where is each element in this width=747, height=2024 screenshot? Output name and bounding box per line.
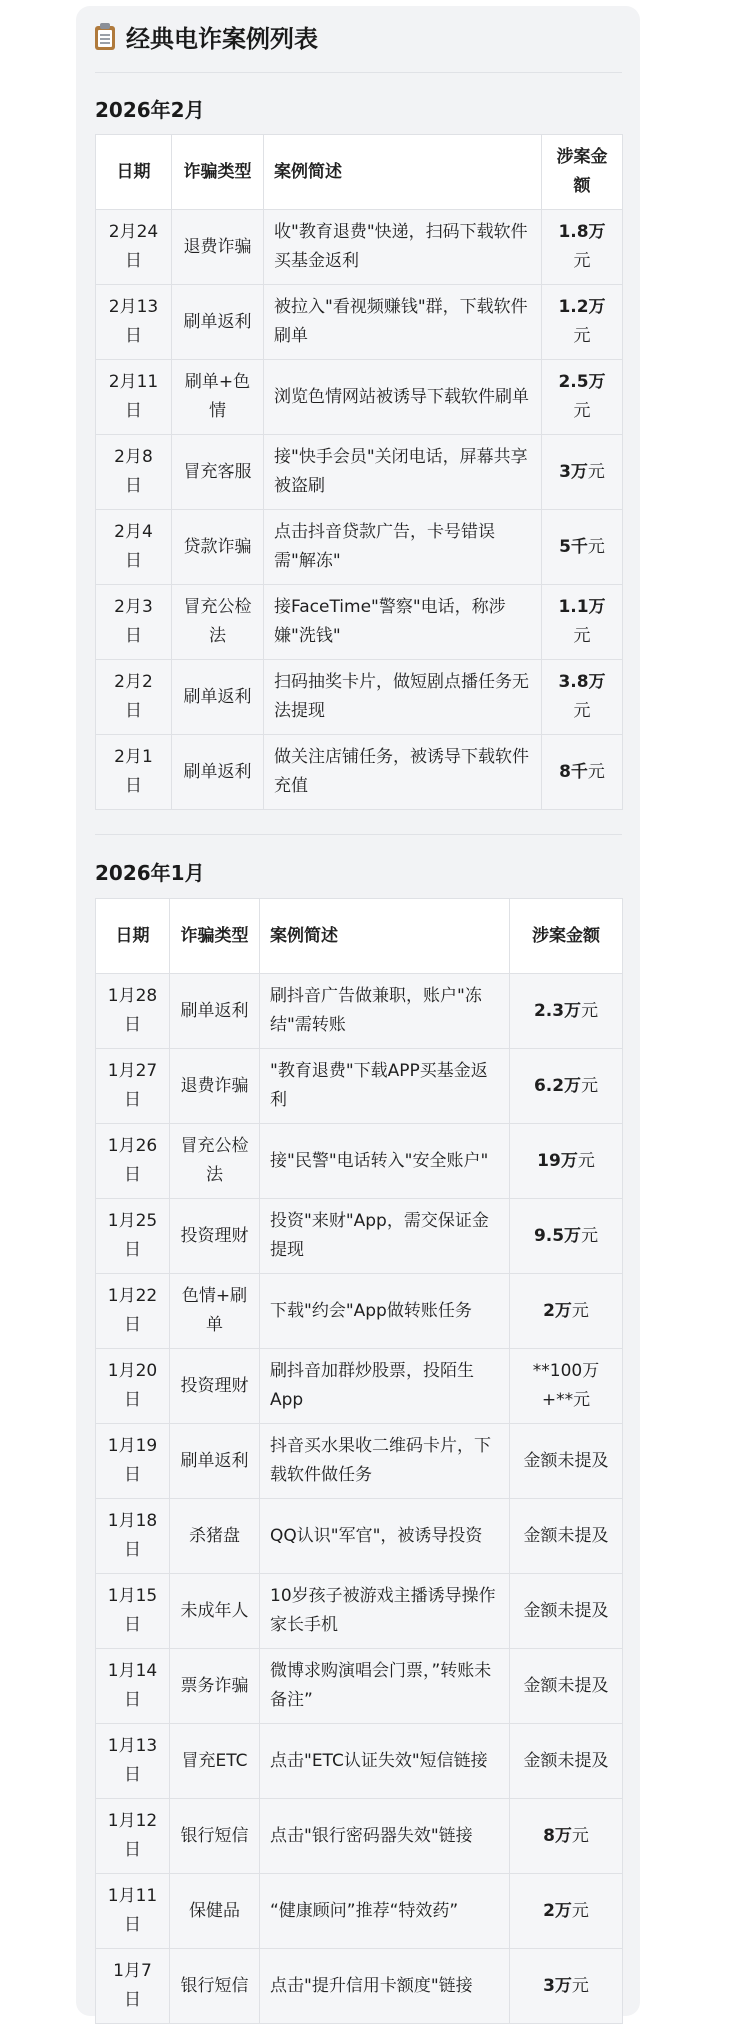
amount-unit: 金额未提及 — [523, 1525, 609, 1546]
cell-desc: 下载"约会"App做转账任务 — [260, 1274, 510, 1349]
cell-date: 2月3日 — [96, 585, 172, 660]
cell-date: 2月8日 — [96, 435, 172, 510]
amount-value: 1.2万 — [558, 297, 606, 317]
cell-amount — [542, 735, 623, 810]
table-header-row — [96, 135, 623, 210]
cell-type: 杀猪盘 — [170, 1499, 260, 1574]
cell-desc: 扫码抽奖卡片，做短剧点播任务无法提现 — [264, 660, 542, 735]
cell-desc: 接"民警"电话转入"安全账户" — [260, 1124, 510, 1199]
table-row — [96, 735, 623, 810]
cell-desc: 做关注店铺任务，被诱导下载软件充值 — [264, 735, 542, 810]
amount-unit: 元 — [571, 1900, 589, 1921]
amount-value: 2万 — [543, 1300, 572, 1321]
header-type: 诈骗类型 — [172, 135, 264, 210]
cell-date: 1月27日 — [96, 1049, 170, 1124]
cell-desc: 微博求购演唱会门票，”转账未备注” — [260, 1649, 510, 1724]
amount-unit: 元 — [577, 1150, 595, 1171]
amount-value: 1.1万 — [558, 597, 606, 617]
amount-unit: 金额未提及 — [523, 1675, 609, 1696]
cell-type: 未成年人 — [170, 1574, 260, 1649]
cell-type: 冒充公检法 — [170, 1124, 260, 1199]
amount-value: 6.2万 — [533, 1075, 582, 1096]
cell-type: 退费诈骗 — [170, 1049, 260, 1124]
cell-amount — [542, 285, 623, 360]
cell-type: 投资理财 — [170, 1199, 260, 1274]
cell-date: 2月11日 — [96, 360, 172, 435]
amount-value: 3万 — [559, 461, 588, 482]
cell-desc: “健康顾问”推荐“特效药” — [260, 1874, 510, 1949]
cell-desc: 点击"ETC认证失效"短信链接 — [260, 1724, 510, 1799]
table-row — [96, 660, 623, 735]
amount-value: 8万 — [543, 1825, 572, 1846]
cell-desc: 接"快手会员"关闭电话，屏幕共享被盗刷 — [264, 435, 542, 510]
cell-amount — [542, 360, 623, 435]
table-row — [96, 435, 623, 510]
cell-amount — [542, 510, 623, 585]
cell-type: 贷款诈骗 — [172, 510, 264, 585]
amount-value: 5千 — [559, 536, 588, 557]
cell-type: 刷单返利 — [172, 285, 264, 360]
amount-value: 3.8万 — [558, 672, 606, 692]
table-row — [96, 210, 623, 285]
table-row — [96, 585, 623, 660]
cell-date: 2月1日 — [96, 735, 172, 810]
cell-date: 1月26日 — [96, 1124, 170, 1199]
cell-amount — [542, 585, 623, 660]
amount-unit: 金额未提及 — [523, 1450, 609, 1471]
cell-date: 1月15日 — [96, 1574, 170, 1649]
cell-desc: 刷抖音加群炒股票，投陌生App — [260, 1349, 510, 1424]
cell-amount — [542, 660, 623, 735]
cell-type: 银行短信 — [170, 1949, 260, 2024]
amount-unit: 元 — [581, 1000, 599, 1021]
cell-date: 2月4日 — [96, 510, 172, 585]
cases-table-feb — [95, 134, 623, 810]
amount-unit: 元 — [581, 1075, 599, 1096]
amount-unit: **100万+**元 — [532, 1361, 600, 1410]
cell-date: 1月20日 — [96, 1349, 170, 1424]
cell-amount — [510, 1874, 623, 1949]
cell-amount — [510, 974, 623, 1049]
cell-type: 刷单返利 — [172, 660, 264, 735]
amount-unit: 元 — [573, 401, 591, 421]
cell-date: 1月18日 — [96, 1499, 170, 1574]
amount-unit: 元 — [573, 701, 591, 721]
amount-value: 19万 — [537, 1150, 578, 1171]
amount-unit: 元 — [573, 251, 591, 271]
cell-type: 退费诈骗 — [172, 210, 264, 285]
cell-date: 1月11日 — [96, 1874, 170, 1949]
table-row — [96, 1724, 623, 1799]
cell-date: 1月12日 — [96, 1799, 170, 1874]
amount-unit: 元 — [573, 626, 591, 646]
amount-value: 2.5万 — [558, 372, 606, 392]
table-row — [96, 974, 623, 1049]
amount-value: 1.8万 — [558, 222, 606, 242]
table-row — [96, 1424, 623, 1499]
table-row — [96, 510, 623, 585]
cell-desc: 抖音买水果收二维码卡片，下载软件做任务 — [260, 1424, 510, 1499]
table-row — [96, 1124, 623, 1199]
table-row — [96, 285, 623, 360]
cell-desc: 投资"来财"App，需交保证金提现 — [260, 1199, 510, 1274]
header-date: 日期 — [96, 899, 170, 974]
table-row — [96, 1799, 623, 1874]
cell-desc: 点击"银行密码器失效"链接 — [260, 1799, 510, 1874]
amount-unit: 元 — [571, 1300, 589, 1321]
amount-value: 3万 — [543, 1975, 572, 1996]
cell-desc: "教育退费"下载APP买基金返利 — [260, 1049, 510, 1124]
table-header-row — [96, 899, 623, 974]
cell-type: 冒充客服 — [172, 435, 264, 510]
title-divider — [95, 72, 622, 73]
cell-desc: QQ认识"军官"，被诱导投资 — [260, 1499, 510, 1574]
cell-type: 银行短信 — [170, 1799, 260, 1874]
table-row — [96, 1874, 623, 1949]
cell-desc: 10岁孩子被游戏主播诱导操作家长手机 — [260, 1574, 510, 1649]
cell-date: 1月25日 — [96, 1199, 170, 1274]
table-row — [96, 1499, 623, 1574]
cell-type: 刷单返利 — [170, 974, 260, 1049]
table-row — [96, 1649, 623, 1724]
cell-desc: 点击"提升信用卡额度"链接 — [260, 1949, 510, 2024]
cell-type: 色情+刷单 — [170, 1274, 260, 1349]
clipboard-icon — [94, 22, 116, 50]
cell-amount — [510, 1199, 623, 1274]
page-title-text: 经典电诈案例列表 — [126, 24, 318, 53]
section-divider — [95, 834, 622, 835]
amount-unit: 金额未提及 — [523, 1750, 609, 1771]
cell-amount — [510, 1724, 623, 1799]
amount-value: 2万 — [543, 1900, 572, 1921]
header-desc: 案例简述 — [264, 135, 542, 210]
table-row — [96, 1049, 623, 1124]
amount-unit: 元 — [571, 1825, 589, 1846]
cell-amount — [510, 1049, 623, 1124]
amount-unit: 元 — [571, 1975, 589, 1996]
amount-unit: 元 — [587, 461, 605, 482]
cell-amount — [510, 1799, 623, 1874]
cell-type: 刷单返利 — [172, 735, 264, 810]
page-title — [94, 16, 318, 56]
cases-table-jan — [95, 898, 623, 2024]
table-row — [96, 1949, 623, 2024]
amount-unit: 金额未提及 — [523, 1600, 609, 1621]
header-type: 诈骗类型 — [170, 899, 260, 974]
cell-type: 投资理财 — [170, 1349, 260, 1424]
amount-unit: 元 — [573, 326, 591, 346]
cell-desc: 点击抖音贷款广告，卡号错误需"解冻" — [264, 510, 542, 585]
cell-date: 1月28日 — [96, 974, 170, 1049]
cell-amount — [542, 435, 623, 510]
header-amount: 涉案金额 — [542, 135, 623, 210]
cell-desc: 接FaceTime"警察"电话，称涉嫌"洗钱" — [264, 585, 542, 660]
cell-type: 保健品 — [170, 1874, 260, 1949]
cell-amount — [510, 1124, 623, 1199]
cell-amount — [510, 1349, 623, 1424]
cell-date: 1月19日 — [96, 1424, 170, 1499]
amount-value: 9.5万 — [533, 1225, 582, 1246]
table-row — [96, 1274, 623, 1349]
cell-type: 冒充ETC — [170, 1724, 260, 1799]
cell-amount — [510, 1949, 623, 2024]
cell-amount — [510, 1424, 623, 1499]
cell-date: 1月7日 — [96, 1949, 170, 2024]
cell-amount — [510, 1274, 623, 1349]
cell-desc: 刷抖音广告做兼职，账户"冻结"需转账 — [260, 974, 510, 1049]
cell-amount — [542, 210, 623, 285]
table-row — [96, 1574, 623, 1649]
table-row — [96, 1199, 623, 1274]
cell-date: 1月13日 — [96, 1724, 170, 1799]
amount-unit: 元 — [587, 761, 605, 782]
table-row — [96, 360, 623, 435]
amount-value: 2.3万 — [533, 1000, 582, 1021]
header-date: 日期 — [96, 135, 172, 210]
cell-date: 1月14日 — [96, 1649, 170, 1724]
cell-desc: 浏览色情网站被诱导下载软件刷单 — [264, 360, 542, 435]
cell-date: 2月2日 — [96, 660, 172, 735]
cell-date: 1月22日 — [96, 1274, 170, 1349]
cell-type: 冒充公检法 — [172, 585, 264, 660]
cell-date: 2月13日 — [96, 285, 172, 360]
cell-amount — [510, 1499, 623, 1574]
cell-desc: 收"教育退费"快递，扫码下载软件买基金返利 — [264, 210, 542, 285]
cell-desc: 被拉入"看视频赚钱"群，下载软件刷单 — [264, 285, 542, 360]
table-row — [96, 1349, 623, 1424]
cell-type: 票务诈骗 — [170, 1649, 260, 1724]
cell-date: 2月24日 — [96, 210, 172, 285]
amount-unit: 元 — [581, 1225, 599, 1246]
amount-unit: 元 — [587, 536, 605, 557]
section-title-feb: 2026年2月 — [95, 98, 205, 122]
header-desc: 案例简述 — [260, 899, 510, 974]
cell-type: 刷单+色情 — [172, 360, 264, 435]
section-title-jan: 2026年1月 — [95, 861, 205, 885]
cell-type: 刷单返利 — [170, 1424, 260, 1499]
cell-amount — [510, 1649, 623, 1724]
amount-value: 8千 — [559, 761, 588, 782]
header-amount: 涉案金额 — [510, 899, 623, 974]
cell-amount — [510, 1574, 623, 1649]
